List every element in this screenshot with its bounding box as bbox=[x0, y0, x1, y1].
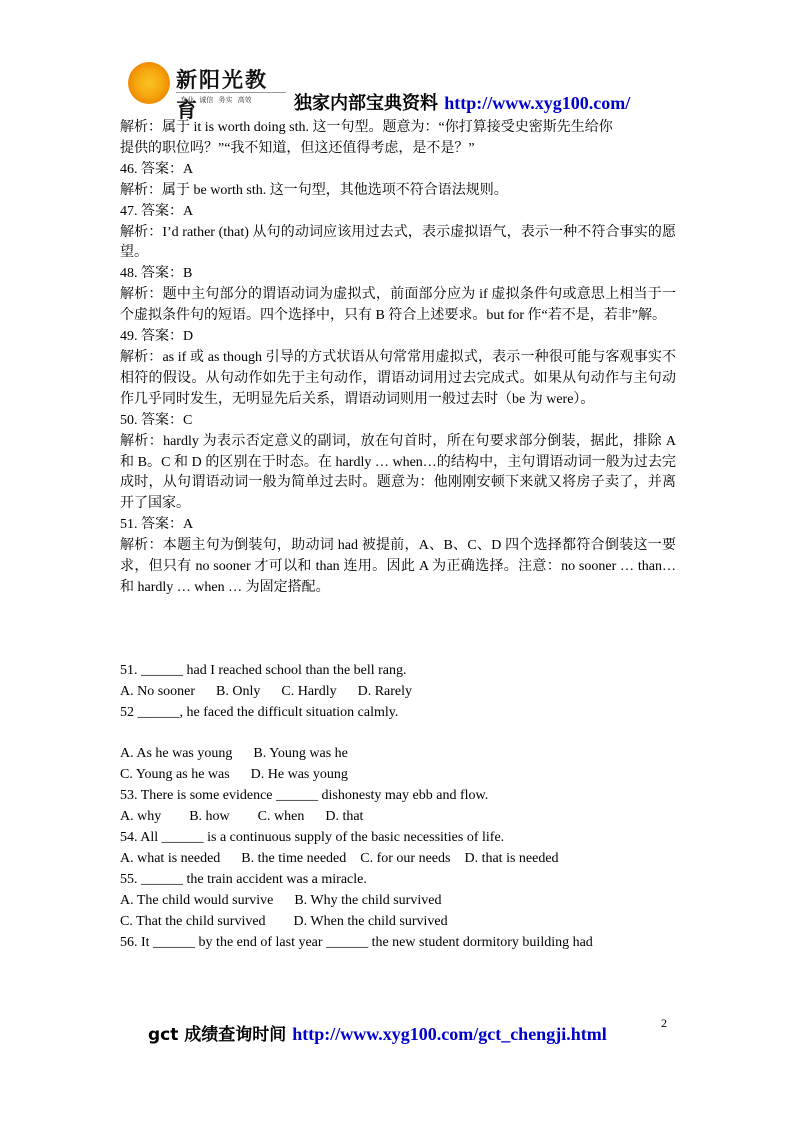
answer-line: 50. 答案：C bbox=[120, 412, 193, 428]
page-number: 2 bbox=[661, 1016, 667, 1030]
analysis-line: 解析：属于 be worth sth. 这一句型，其他选项不符合语法规则。 bbox=[120, 182, 508, 198]
footer-url-link[interactable]: http://www.xyg100.com/gct_chengji.html bbox=[292, 1024, 607, 1044]
analysis-line: 解析：题中主句部分的谓语动词为虚拟式，前面部分应为 if 虚拟条件句或意思上相当于一个虚拟条件句的短语。四个选择中，只有 B 符合上述要求。but for 作“若不是，若非”解。 bbox=[120, 287, 676, 324]
answer-line: 51. 答案：A bbox=[120, 517, 194, 533]
answer-line: 48. 答案：B bbox=[120, 266, 193, 282]
answer-line: 46. 答案：A bbox=[120, 161, 194, 177]
analysis-line: 解析：as if 或 as though 引导的方式状语从句常常用虚拟式，表示一种很可能与客观事实不相符的假设。从句动作如先于主句动作，谓语动词用过去完成式。如果从句动作与主句动作几乎同时发生，无明显先后关系，谓语动词则用一般过去时（be 为 were）。 bbox=[120, 349, 676, 407]
analysis-line: 提供的职位吗？”“我不知道，但这还值得考虑，是不是？” bbox=[120, 140, 475, 156]
sun-logo-icon bbox=[128, 62, 170, 104]
page-footer bbox=[148, 1020, 607, 1045]
logo-title: 新阳光教育 bbox=[176, 68, 268, 122]
question-line: 51. ______ had I reached school than the bell rang. bbox=[120, 662, 407, 678]
banner-url-link[interactable]: http://www.xyg100.com/ bbox=[444, 93, 631, 113]
footer-text: gct 成绩查询时间 bbox=[148, 1025, 287, 1045]
document-body bbox=[120, 118, 676, 954]
options-line: A. what is needed B. the time needed C. for our needs D. that is needed bbox=[120, 850, 559, 866]
answer-line: 49. 答案：D bbox=[120, 329, 194, 345]
section-spacer bbox=[120, 599, 676, 661]
question-line: 53. There is some evidence ______ dishonesty may ebb and flow. bbox=[120, 788, 489, 804]
options-line: A. The child would survive B. Why the child survived bbox=[120, 892, 442, 908]
analysis-line: 解析：属于 it is worth doing sth. 这一句型。题意为：“你打算接受史密斯先生给你 bbox=[120, 120, 613, 135]
options-line: C. That the child survived D. When the child survived bbox=[120, 913, 448, 929]
question-line: 54. All ______ is a continuous supply of the basic necessities of life. bbox=[120, 830, 505, 846]
options-line: A. As he was young B. Young was he bbox=[120, 746, 348, 762]
banner-text: 独家内部宝典资料 bbox=[294, 93, 438, 114]
analysis-line: 解析：hardly 为表示否定意义的副词，放在句首时，所在句要求部分倒装，据此，排除 A 和 B。C 和 D 的区别在于时态。在 hardly … when…的结构中，主句谓语动词一般为过去完成时，从句谓语动词一般为简单过去时。题意为：他刚刚安顿下来就又将房子卖了，并离开了国家。 bbox=[120, 433, 676, 512]
options-line: A. why B. how C. when D. that bbox=[120, 809, 364, 825]
logo-divider bbox=[176, 92, 286, 93]
options-line: A. No sooner B. Only C. Hardly D. Rarely bbox=[120, 683, 413, 699]
page-header bbox=[0, 0, 794, 122]
analysis-line: 解析：I’d rather (that) 从句的动词应该用过去式，表示虚拟语气，表示一种不符合事实的愿望。 bbox=[120, 224, 676, 261]
question-line: 56. It ______ by the end of last year ______ the new student dormitory building had bbox=[120, 934, 593, 950]
header-banner bbox=[294, 89, 630, 115]
options-line: C. Young as he was D. He was young bbox=[120, 767, 348, 783]
logo bbox=[128, 60, 288, 122]
analysis-line: 解析：本题主句为倒装句，助动词 had 被提前，A、B、C、D 四个选择都符合倒装这一要求，但只有 no sooner 才可以和 than 连用。因此 A 为正确选择。注意：no sooner … than…和 hardly … when … 为固定搭配。 bbox=[120, 538, 676, 595]
answer-line: 47. 答案：A bbox=[120, 203, 194, 219]
question-line: 55. ______ the train accident was a miracle. bbox=[120, 871, 367, 887]
blank-line bbox=[120, 724, 676, 745]
question-line: 52 ______, he faced the difficult situation calmly. bbox=[120, 704, 399, 720]
logo-slogan: 专业 诚信 务实 高效 bbox=[180, 96, 252, 104]
